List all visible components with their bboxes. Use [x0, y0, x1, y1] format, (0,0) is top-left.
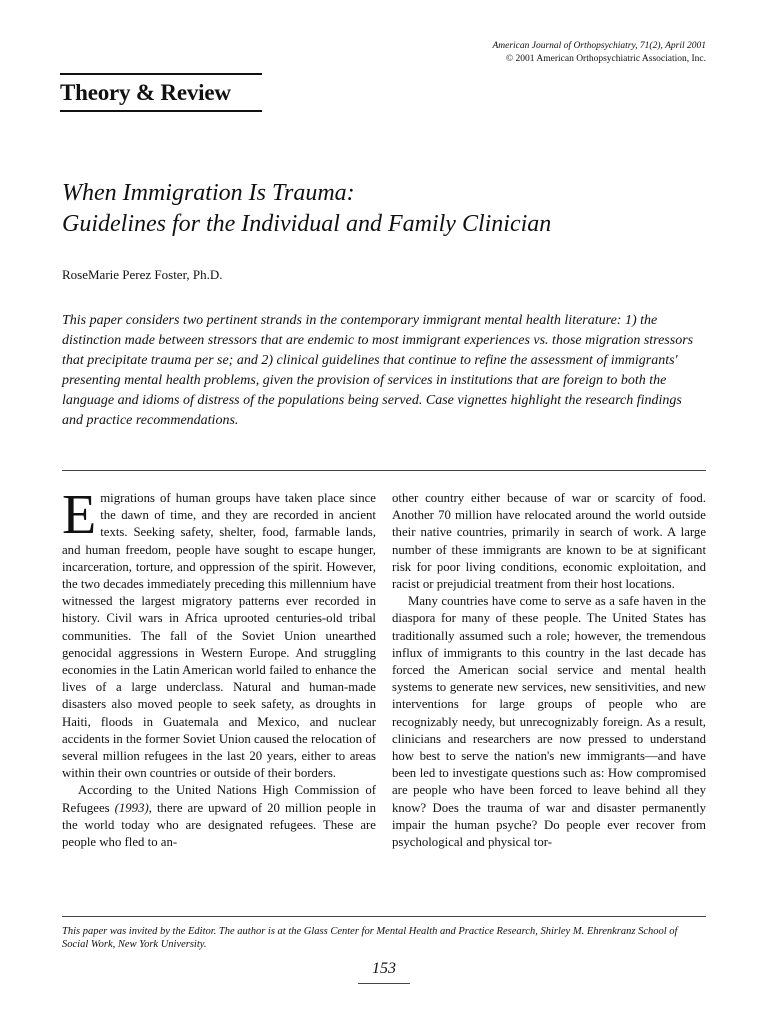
body-column-left [62, 484, 376, 851]
section-heading: Theory & Review [60, 80, 231, 105]
body-paragraph: other country either because of war or scarcity of food. Another 70 million have relocated around the world outside their native countries, primarily in search of work. A large number of these immigrants are known to be at significant risk for poor living conditions, economic exploitation, and racist or prejudicial treatment from their host locations. [392, 491, 706, 592]
page-number: 153 [372, 960, 396, 977]
article-title [62, 178, 722, 240]
paragraph-text: migrations of human groups have taken place since the dawn of time, and they are recorded in ancient texts. Seeking safety, shelter, food, farmable lands, and human freedom, people have sought to escape hunger, incarceration, torture, and oppression of the spirit. However, the two decades immediately preceding this millennium have witnessed the largest migratory patterns ever recorded in history. Civil wars in Africa uprooted centuries-old tribal communities. The fall of the Soviet Union unearthed genocidal aggressions in Western Europe. And struggling economies in the Latin American world failed to enhance the lives of a large underclass. Natural and human-made disasters also moved people to seek safety, as droughts in Haiti, floods in Guatemala and Mexico, and nuclear accidents in the former Soviet Union caused the relocation of several million refugees in the last 20 years, either to areas within their own countries or outside of their borders. [62, 491, 376, 781]
body-paragraph [62, 782, 376, 851]
citation-year: (1993) [114, 800, 149, 815]
footnote: This paper was invited by the Editor. The author is at the Glass Center for Mental Health and Practice Research, Shirley M. Ehrenkranz School of Social Work, New York University. [62, 926, 678, 950]
page-number-rule [358, 983, 410, 984]
footnote-divider [62, 916, 706, 917]
drop-cap: E [62, 484, 97, 546]
section-rule-bottom [60, 110, 262, 112]
section-rule-top [60, 73, 262, 75]
abstract-divider [62, 470, 706, 471]
copyright-notice: © 2001 American Orthopsychiatric Association, Inc. [505, 54, 706, 64]
article-title-line-2: Guidelines for the Individual and Family Clinician [62, 211, 552, 237]
body-paragraph [62, 484, 376, 782]
body-paragraph: Many countries have come to serve as a safe haven in the diaspora for many of these people. The United States has traditionally assumed such a role; however, the tremendous influx of immigrants to this country in the last decade has forced the American social service and mental health systems to generate new services, new sensitivities, and new interventions for large groups of people who are recognizably needy, but unrecognizably foreign. As a result, clinicians and researchers are now pressed to understand how best to serve the nation's new immigrants—and have been led to investigate questions such as: How compromised are people who have been forced to leave behind all they know? Does the trauma of war and disaster permanently impair the human psyche? Do people ever recover from psychological and physical tor- [392, 594, 706, 850]
journal-citation-block [406, 40, 706, 66]
paragraph-text: , there are upward of 20 million people in the world today who are designated refugees. These are people who fled to an- [62, 800, 376, 850]
article-title-line-1: When Immigration Is Trauma: [62, 180, 355, 206]
author-name: RoseMarie Perez Foster, Ph.D. [62, 267, 223, 282]
abstract: This paper considers two pertinent strands in the contemporary immigrant mental health literature: 1) the distinction made between stressors that are endemic to most immigrant experiences vs. those migration stressors that precipitate trauma per se; and 2) clinical guidelines that continue to refine the assessment of immigrants' presenting mental health problems, given the provision of services in institutions that are foreign to both the language and idioms of distress of the populations being served. Case vignettes highlight the research findings and practice recommendations. [62, 313, 694, 428]
body-column-right [392, 490, 706, 851]
journal-citation: American Journal of Orthopsychiatry, 71(2), April 2001 [492, 41, 706, 51]
paragraph-text: According to the United Nations High Commission of Refugees [62, 783, 376, 815]
